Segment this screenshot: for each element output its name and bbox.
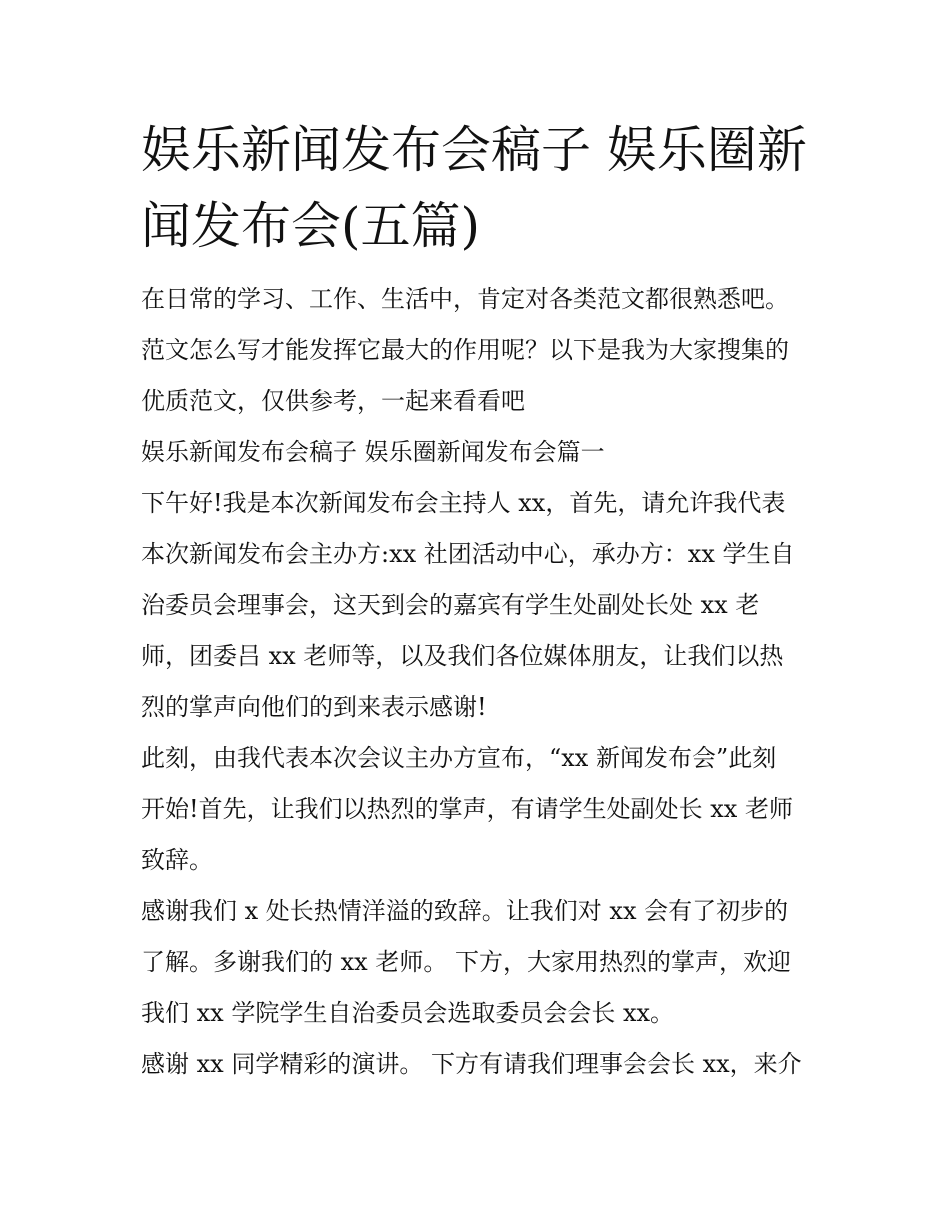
text-line: 了解。多谢我们的 xx 老师。 下方，大家用热烈的掌声，欢迎 (141, 948, 791, 976)
text-line: 在日常的学习、工作、生活中，肯定对各类范文都很熟悉吧。 (141, 285, 789, 313)
intro-paragraph (141, 274, 821, 427)
body-paragraph (141, 1039, 821, 1090)
document-title (141, 112, 821, 264)
text-line: 优质范文，仅供参考，一起来看看吧 (141, 387, 525, 415)
section-heading (141, 427, 821, 478)
document-body (141, 274, 821, 1090)
text-line: 本次新闻发布会主办方:xx 社团活动中心，承办方：xx 学生自 (141, 540, 795, 568)
text-line: 感谢 xx 同学精彩的演讲。 下方有请我们理事会会长 xx，来介 (141, 1050, 802, 1078)
text-line: 下午好!我是本次新闻发布会主持人 xx，首先，请允许我代表 (141, 489, 786, 517)
document-content (141, 112, 821, 1090)
text-line: 娱乐新闻发布会稿子 娱乐圈新闻发布会篇一 (141, 438, 605, 466)
text-line: 此刻，由我代表本次会议主办方宣布，“xx 新闻发布会”此刻 (141, 744, 777, 772)
title-line: 闻发布会(五篇) (141, 197, 481, 255)
title-line: 娱乐新闻发布会稿子 娱乐圈新 (141, 121, 807, 179)
body-paragraph (141, 733, 821, 886)
text-line: 治委员会理事会，这天到会的嘉宾有学生处副处长处 xx 老 (141, 591, 760, 619)
text-line: 感谢我们 x 处长热情洋溢的致辞。让我们对 xx 会有了初步的 (141, 897, 789, 925)
text-line: 范文怎么写才能发挥它最大的作用呢？以下是我为大家搜集的 (141, 336, 789, 364)
text-line: 师，团委吕 xx 老师等，以及我们各位媒体朋友，让我们以热 (141, 642, 784, 670)
text-line: 致辞。 (141, 846, 213, 874)
body-paragraph (141, 886, 821, 1039)
text-line: 开始!首先，让我们以热烈的掌声，有请学生处副处长 xx 老师 (141, 795, 793, 823)
text-line: 我们 xx 学院学生自治委员会选取委员会会长 xx。 (141, 999, 675, 1027)
text-line: 烈的掌声向他们的到来表示感谢! (141, 693, 487, 721)
body-paragraph (141, 478, 821, 733)
